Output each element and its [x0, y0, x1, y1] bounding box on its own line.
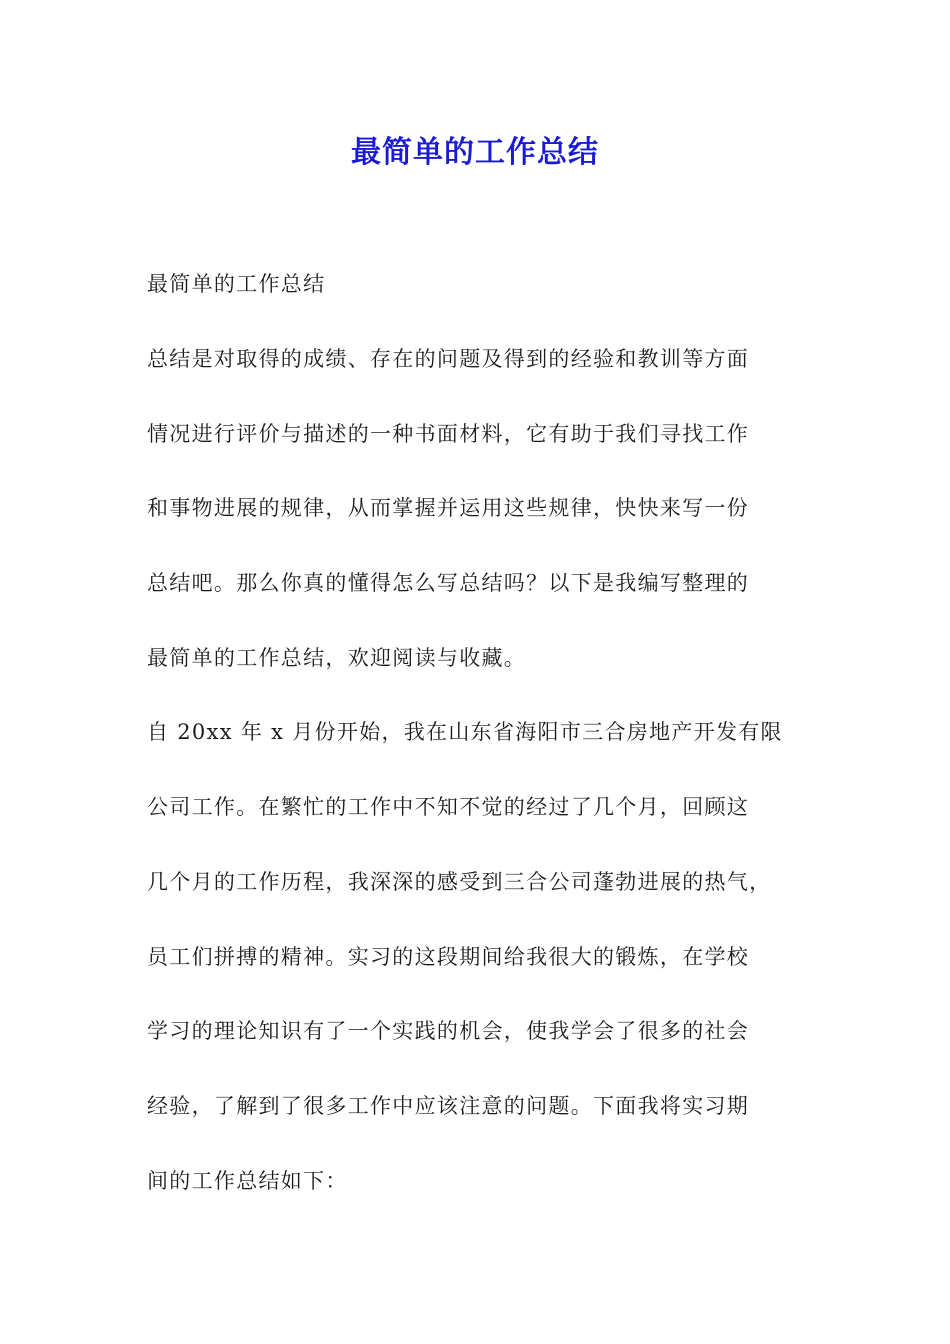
paragraph-line: 和事物进展的规律，从而掌握并运用这些规律，快快来写一份: [147, 496, 750, 520]
paragraph-line: 情况进行评价与描述的一种书面材料，它有助于我们寻找工作: [147, 422, 750, 446]
paragraph-line: 最简单的工作总结，欢迎阅读与收藏。: [147, 646, 527, 670]
document-title: 最简单的工作总结: [351, 135, 599, 170]
paragraph-line: 自 20xx 年 x 月份开始，我在山东省海阳市三合房地产开发有限: [147, 720, 783, 744]
paragraph-line: 经验，了解到了很多工作中应该注意的问题。下面我将实习期: [147, 1094, 750, 1118]
paragraph-line: 总结吧。那么你真的懂得怎么写总结吗？以下是我编写整理的: [147, 571, 750, 595]
paragraph-line: 学习的理论知识有了一个实践的机会，使我学会了很多的社会: [147, 1019, 750, 1043]
paragraph-line: 员工们拼搏的精神。实习的这段期间给我很大的锻炼，在学校: [147, 945, 750, 969]
paragraph-line: 公司工作。在繁忙的工作中不知不觉的经过了几个月，回顾这: [147, 795, 750, 819]
subtitle-line: 最简单的工作总结: [147, 272, 326, 296]
paragraph-line: 几个月的工作历程，我深深的感受到三合公司蓬勃进展的热气，: [147, 870, 772, 894]
paragraph-line: 总结是对取得的成绩、存在的问题及得到的经验和教训等方面: [147, 347, 750, 371]
paragraph-line: 间的工作总结如下：: [147, 1169, 348, 1193]
